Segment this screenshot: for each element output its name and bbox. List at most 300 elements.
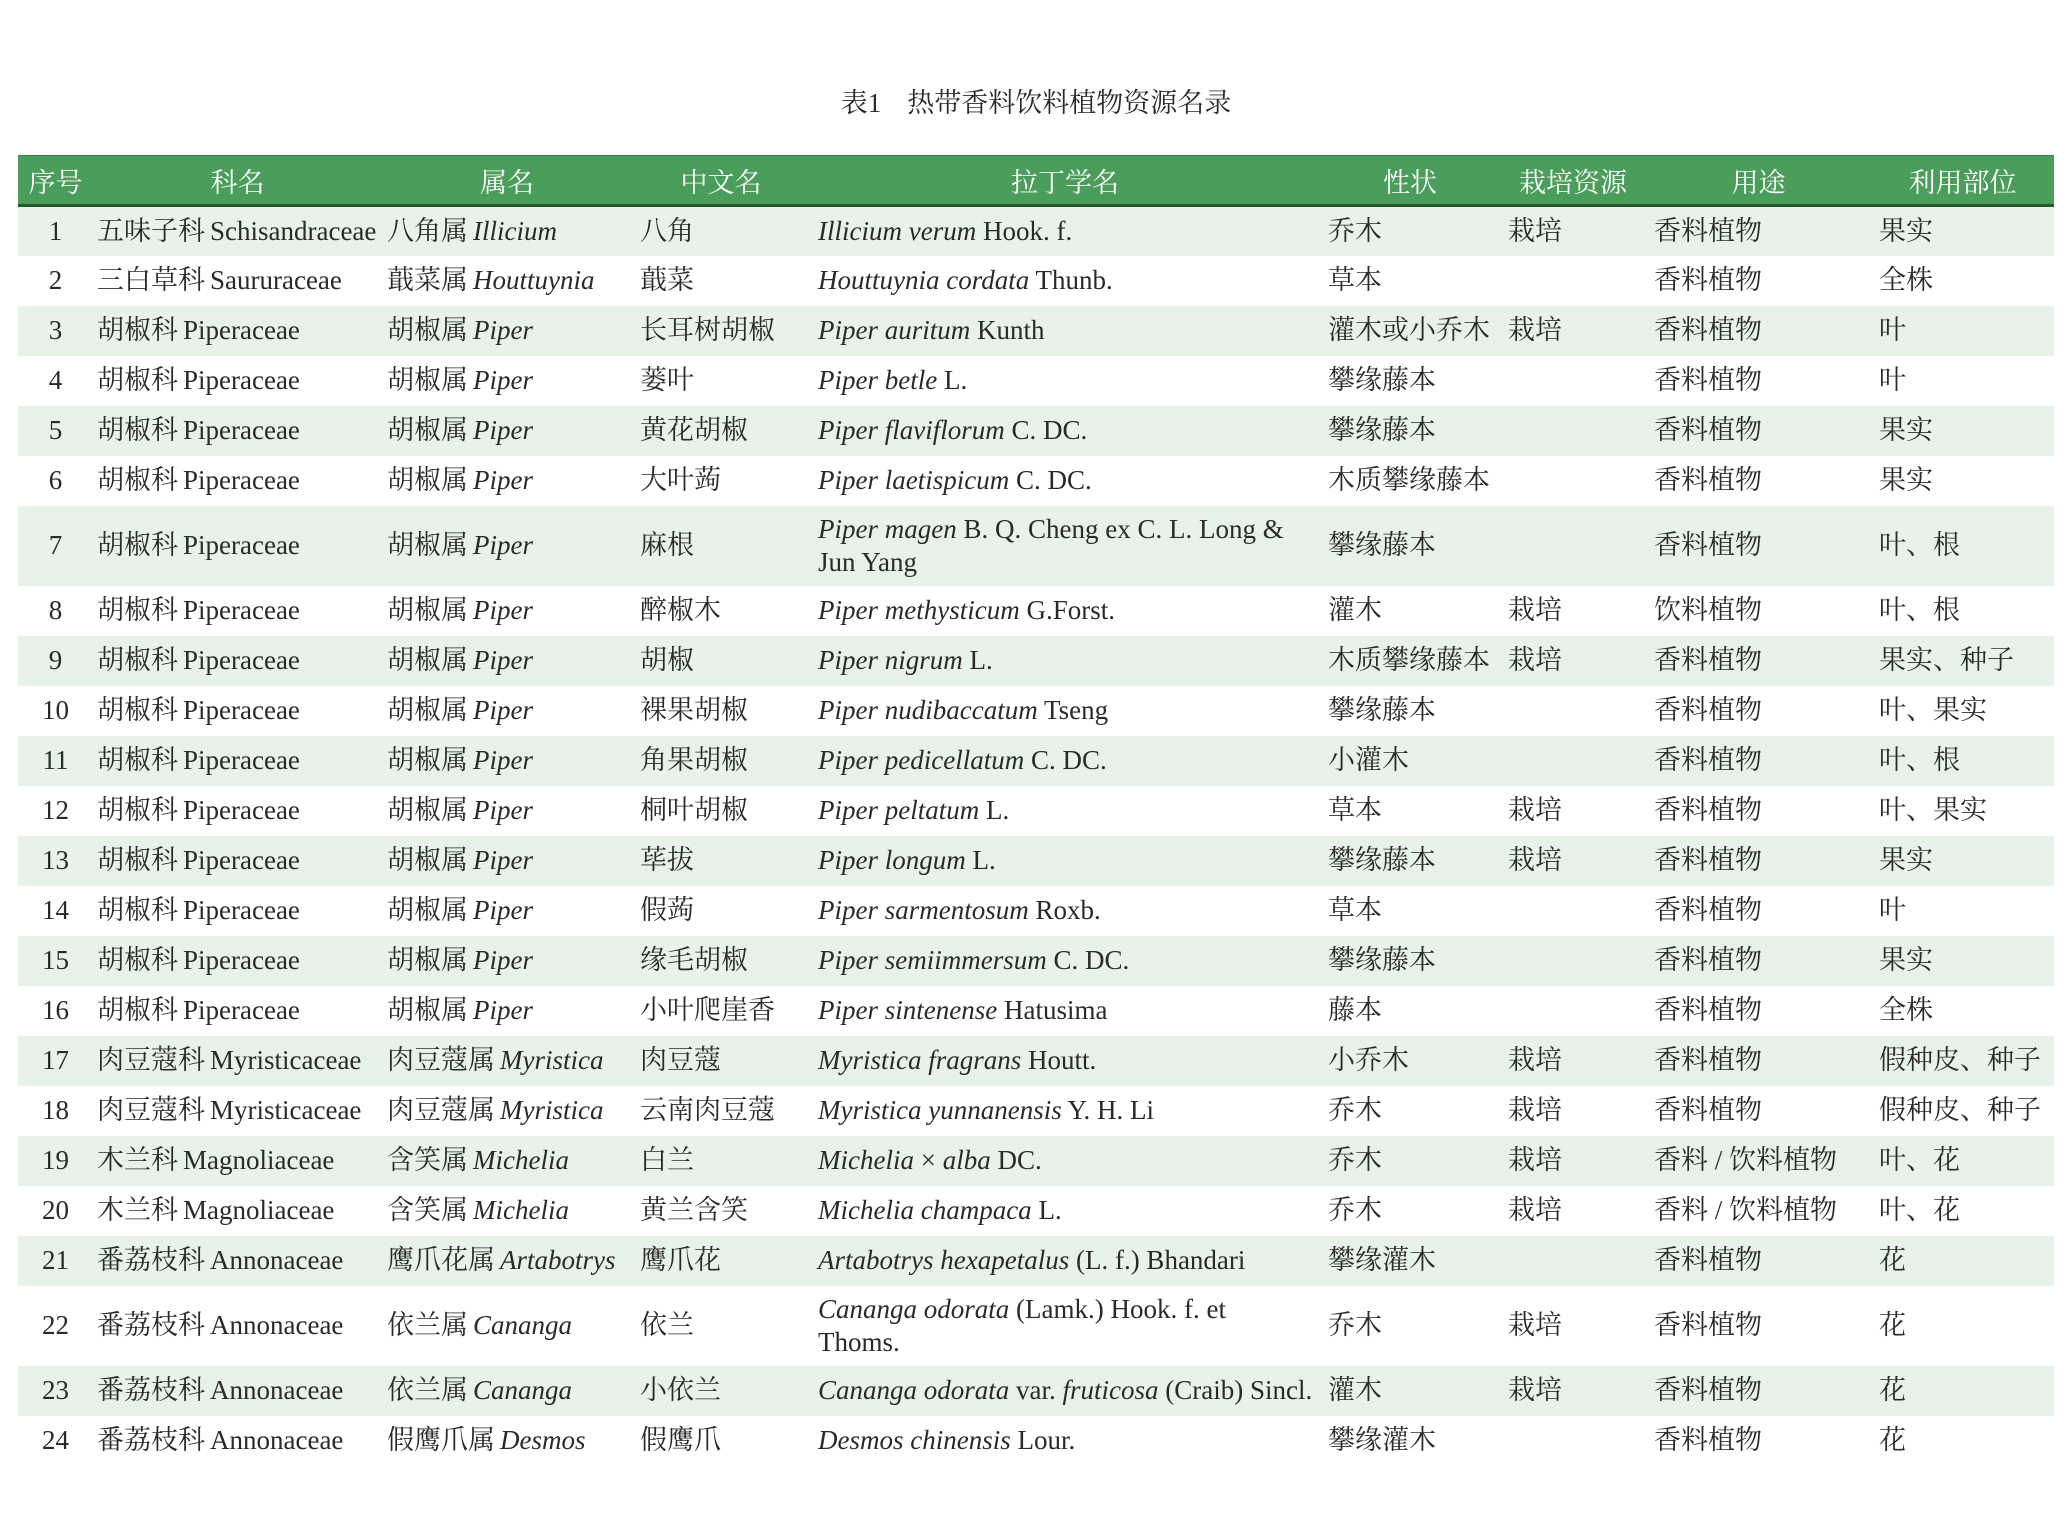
genus-chinese-name: 胡椒属: [387, 530, 468, 560]
family-latin-name: Annonaceae: [210, 1375, 344, 1405]
family-latin-name: Piperaceae: [183, 895, 300, 925]
plant-part-cell: 果实: [1879, 945, 1933, 975]
latin-name-cell: [810, 1036, 1320, 1086]
latin-name-segment: Piper flaviflorum: [818, 415, 1005, 445]
chinese-name-cell: 大叶蒟: [640, 465, 721, 495]
genus-chinese-name: 含笑属: [387, 1145, 468, 1175]
latin-name-segment: Piper betle: [818, 365, 938, 395]
family-chinese-name: 胡椒科: [97, 745, 178, 775]
latin-name-segment: Tseng: [1037, 695, 1109, 725]
family-cell: [93, 1286, 382, 1366]
table-row: [18, 636, 2054, 686]
family-chinese-name: 胡椒科: [97, 895, 178, 925]
habit-cell: 木质攀缘藤本: [1328, 645, 1490, 675]
genus-cell: [382, 1036, 632, 1086]
row-number-cell: 21: [42, 1245, 69, 1275]
latin-name-cell: [810, 686, 1320, 736]
table-caption: [18, 84, 2054, 122]
family-latin-name: Annonaceae: [210, 1245, 344, 1275]
chinese-name-cell: 云南肉豆蔻: [640, 1095, 775, 1125]
family-latin-name: Piperaceae: [183, 415, 300, 445]
genus-chinese-name: 胡椒属: [387, 415, 468, 445]
latin-name-cell: [810, 1136, 1320, 1186]
latin-name-segment: L.: [1031, 1195, 1062, 1225]
row-number-cell: 19: [42, 1145, 69, 1175]
use-cell: 香料植物: [1654, 1095, 1762, 1125]
genus-cell: [382, 636, 632, 686]
latin-name-segment: Houttuynia cordata: [818, 265, 1030, 295]
genus-latin-name: Piper: [473, 595, 533, 625]
genus-cell: [382, 1236, 632, 1286]
table-row: [18, 736, 2054, 786]
row-number-cell: 7: [48, 530, 63, 560]
family-cell: [93, 986, 382, 1036]
row-number-cell: 6: [48, 465, 63, 495]
latin-name-segment: Piper nigrum: [818, 645, 963, 675]
plant-part-cell: 花: [1879, 1245, 1906, 1275]
habit-cell: 草本: [1328, 895, 1382, 925]
family-latin-name: Annonaceae: [210, 1425, 344, 1455]
genus-latin-name: Illicium: [473, 215, 557, 246]
family-latin-name: Piperaceae: [183, 530, 300, 560]
family-chinese-name: 胡椒科: [97, 645, 178, 675]
use-cell: 香料植物: [1654, 745, 1762, 775]
latin-name-segment: Piper peltatum: [818, 795, 980, 825]
genus-cell: [382, 1416, 632, 1466]
habit-cell: 攀缘灌木: [1328, 1425, 1436, 1455]
genus-latin-name: Piper: [473, 415, 533, 445]
latin-name-segment: Y. H. Li: [1061, 1095, 1154, 1125]
use-cell: 香料植物: [1654, 645, 1762, 675]
latin-name-segment: Piper auritum: [818, 315, 971, 345]
habit-cell: 攀缘灌木: [1328, 1245, 1436, 1275]
family-latin-name: Schisandraceae: [210, 215, 377, 246]
family-cell: [93, 736, 382, 786]
family-latin-name: Magnoliaceae: [183, 1195, 335, 1225]
family-cell: [93, 356, 382, 406]
family-chinese-name: 肉豆蔻科: [97, 1095, 205, 1125]
table-row: [18, 356, 2054, 406]
plant-part-cell: 花: [1879, 1375, 1906, 1405]
chinese-name-cell: 小叶爬崖香: [640, 995, 775, 1025]
row-number-cell: 4: [48, 365, 63, 395]
habit-cell: 草本: [1328, 795, 1382, 825]
plant-part-cell: 假种皮、种子: [1879, 1045, 2041, 1075]
genus-chinese-name: 蕺菜属: [387, 265, 468, 295]
genus-latin-name: Piper: [473, 995, 533, 1025]
row-number-cell: 12: [42, 795, 69, 825]
header-chinese-name: 中文名: [632, 156, 810, 206]
latin-name-segment: Cananga odorata: [818, 1375, 1010, 1405]
use-cell: 香料植物: [1654, 1310, 1762, 1340]
genus-chinese-name: 胡椒属: [387, 895, 468, 925]
genus-latin-name: Piper: [473, 695, 533, 725]
latin-name-segment: Roxb.: [1028, 895, 1101, 925]
latin-name-segment: Hook. f.: [976, 215, 1073, 246]
table-title: 热带香料饮料植物资源名录: [907, 88, 1232, 118]
plant-part-cell: 叶、根: [1879, 530, 1960, 560]
plant-part-cell: 叶、根: [1879, 595, 1960, 625]
latin-name-segment: Michelia: [818, 1145, 914, 1175]
chinese-name-cell: 荜拔: [640, 845, 694, 875]
genus-chinese-name: 胡椒属: [387, 595, 468, 625]
plant-part-cell: 叶、根: [1879, 745, 1960, 775]
latin-name-segment: Michelia champaca: [818, 1195, 1032, 1225]
header-family: 科名: [93, 156, 382, 206]
genus-chinese-name: 肉豆蔻属: [387, 1045, 495, 1075]
family-latin-name: Annonaceae: [210, 1310, 344, 1340]
latin-name-segment: C. DC.: [1046, 945, 1130, 975]
genus-cell: [382, 456, 632, 506]
genus-cell: [382, 1086, 632, 1136]
table-row: [18, 1036, 2054, 1086]
genus-latin-name: Piper: [473, 645, 533, 675]
plant-part-cell: 花: [1879, 1310, 1906, 1340]
latin-name-segment: Piper longum: [818, 845, 966, 875]
family-latin-name: Magnoliaceae: [183, 1145, 335, 1175]
family-cell: [93, 936, 382, 986]
genus-latin-name: Piper: [473, 945, 533, 975]
genus-chinese-name: 依兰属: [387, 1375, 468, 1405]
row-number-cell: 2: [48, 265, 63, 295]
use-cell: 香料植物: [1654, 215, 1762, 246]
table-row: [18, 586, 2054, 636]
use-cell: 饮料植物: [1654, 595, 1762, 625]
family-latin-name: Piperaceae: [183, 365, 300, 395]
row-number-cell: 10: [42, 695, 69, 725]
row-number-cell: 1: [48, 215, 63, 246]
latin-name-segment: Houtt.: [1021, 1045, 1097, 1075]
table-row: [18, 1186, 2054, 1236]
cultivation-cell: [1500, 936, 1646, 986]
cultivation-cell: 栽培: [1508, 1095, 1562, 1125]
row-number-cell: 23: [42, 1375, 69, 1405]
row-number-cell: 17: [42, 1045, 69, 1075]
latin-name-segment: Cananga odorata: [818, 1293, 1010, 1324]
header-use: 用途: [1646, 156, 1871, 206]
cultivation-cell: 栽培: [1508, 1375, 1562, 1405]
latin-name-cell: [810, 736, 1320, 786]
latin-name-segment: Myristica yunnanensis: [818, 1095, 1062, 1125]
genus-latin-name: Piper: [473, 365, 533, 395]
family-latin-name: Piperaceae: [183, 645, 300, 675]
family-latin-name: Piperaceae: [183, 945, 300, 975]
plant-part-cell: 果实: [1879, 465, 1933, 495]
genus-cell: [382, 306, 632, 356]
latin-name-segment: ×: [913, 1145, 943, 1175]
table-row: [18, 256, 2054, 306]
family-cell: [93, 256, 382, 306]
family-chinese-name: 胡椒科: [97, 415, 178, 445]
table-row: [18, 456, 2054, 506]
cultivation-cell: [1500, 406, 1646, 456]
cultivation-cell: [1500, 1236, 1646, 1286]
habit-cell: 攀缘藤本: [1328, 695, 1436, 725]
genus-latin-name: Piper: [473, 530, 533, 560]
row-number-cell: 5: [48, 415, 63, 445]
chinese-name-cell: 八角: [640, 215, 694, 246]
plant-part-cell: 全株: [1879, 995, 1933, 1025]
cultivation-cell: 栽培: [1508, 315, 1562, 345]
table-row: [18, 1286, 2054, 1366]
cultivation-cell: [1500, 886, 1646, 936]
latin-name-segment: L.: [979, 795, 1010, 825]
row-number-cell: 15: [42, 945, 69, 975]
habit-cell: 攀缘藤本: [1328, 365, 1436, 395]
table-row: [18, 1136, 2054, 1186]
genus-latin-name: Piper: [473, 465, 533, 495]
use-cell: 香料植物: [1654, 465, 1762, 495]
table-row: [18, 1236, 2054, 1286]
family-cell: [93, 1136, 382, 1186]
plant-part-cell: 叶、花: [1879, 1145, 1960, 1175]
latin-name-segment: L.: [962, 645, 993, 675]
family-cell: [93, 306, 382, 356]
habit-cell: 乔木: [1328, 1095, 1382, 1125]
chinese-name-cell: 肉豆蔻: [640, 1045, 721, 1075]
latin-name-cell: [810, 1366, 1320, 1416]
row-number-cell: 11: [42, 745, 69, 775]
latin-name-segment: C. DC.: [1009, 465, 1092, 495]
genus-chinese-name: 胡椒属: [387, 365, 468, 395]
use-cell: 香料植物: [1654, 1245, 1762, 1275]
habit-cell: 灌木或小乔木: [1328, 315, 1490, 345]
latin-name-segment: Piper magen: [818, 513, 957, 544]
chinese-name-cell: 缘毛胡椒: [640, 945, 748, 975]
cultivation-cell: 栽培: [1508, 215, 1562, 246]
use-cell: 香料植物: [1654, 415, 1762, 445]
genus-cell: [382, 206, 632, 256]
chinese-name-cell: 依兰: [640, 1310, 694, 1340]
cultivation-cell: 栽培: [1508, 1045, 1562, 1075]
genus-cell: [382, 686, 632, 736]
family-chinese-name: 番荔枝科: [97, 1375, 205, 1405]
plant-part-cell: 果实、种子: [1879, 645, 2014, 675]
latin-name-segment: Thunb.: [1029, 265, 1113, 295]
latin-name-segment: Piper pedicellatum: [818, 745, 1025, 775]
habit-cell: 攀缘藤本: [1328, 415, 1436, 445]
cultivation-cell: 栽培: [1508, 1145, 1562, 1175]
genus-cell: [382, 986, 632, 1036]
latin-name-segment: L.: [937, 365, 968, 395]
chinese-name-cell: 桐叶胡椒: [640, 795, 748, 825]
latin-name-cell: [810, 986, 1320, 1036]
family-latin-name: Piperaceae: [183, 995, 300, 1025]
family-cell: [93, 406, 382, 456]
row-number-cell: 13: [42, 845, 69, 875]
genus-cell: [382, 356, 632, 406]
cultivation-cell: 栽培: [1508, 1195, 1562, 1225]
row-number-cell: 9: [48, 645, 63, 675]
family-cell: [93, 1366, 382, 1416]
family-cell: [93, 1186, 382, 1236]
family-chinese-name: 胡椒科: [97, 365, 178, 395]
plant-part-cell: 全株: [1879, 265, 1933, 295]
genus-chinese-name: 胡椒属: [387, 845, 468, 875]
chinese-name-cell: 黄花胡椒: [640, 415, 748, 445]
family-latin-name: Myristicaceae: [210, 1045, 362, 1075]
table-row: [18, 986, 2054, 1036]
family-chinese-name: 胡椒科: [97, 530, 178, 560]
latin-name-segment: Piper nudibaccatum: [818, 695, 1038, 725]
table-row: [18, 886, 2054, 936]
family-cell: [93, 886, 382, 936]
latin-name-segment: C. DC.: [1024, 745, 1107, 775]
genus-chinese-name: 肉豆蔻属: [387, 1095, 495, 1125]
genus-chinese-name: 鹰爪花属: [387, 1245, 495, 1275]
habit-cell: 乔木: [1328, 215, 1382, 246]
row-number-cell: 22: [42, 1310, 69, 1340]
latin-name-cell: [810, 1086, 1320, 1136]
genus-latin-name: Michelia: [473, 1145, 569, 1175]
row-number-cell: 3: [48, 315, 63, 345]
latin-name-cell: [810, 206, 1320, 256]
table-row: [18, 1416, 2054, 1466]
genus-cell: [382, 736, 632, 786]
genus-latin-name: Cananga: [473, 1375, 573, 1405]
header-row: [18, 156, 2054, 206]
latin-name-cell: [810, 936, 1320, 986]
genus-chinese-name: 胡椒属: [387, 745, 468, 775]
latin-name-cell: [810, 506, 1320, 586]
latin-name-segment: G.Forst.: [1019, 595, 1115, 625]
latin-name-cell: [810, 786, 1320, 836]
chinese-name-cell: 白兰: [640, 1145, 694, 1175]
latin-name-segment: alba: [942, 1145, 991, 1175]
habit-cell: 藤本: [1328, 995, 1382, 1025]
genus-cell: [382, 786, 632, 836]
latin-name-cell: [810, 1416, 1320, 1466]
genus-chinese-name: 八角属: [387, 215, 468, 246]
genus-cell: [382, 1136, 632, 1186]
habit-cell: 草本: [1328, 265, 1382, 295]
use-cell: 香料植物: [1654, 315, 1762, 345]
latin-name-segment: Lour.: [1010, 1425, 1076, 1455]
family-chinese-name: 番荔枝科: [97, 1245, 205, 1275]
family-chinese-name: 胡椒科: [97, 695, 178, 725]
use-cell: 香料植物: [1654, 1045, 1762, 1075]
chinese-name-cell: 假鹰爪: [640, 1425, 721, 1455]
genus-latin-name: Piper: [473, 315, 533, 345]
cultivation-cell: [1500, 736, 1646, 786]
row-number-cell: 18: [42, 1095, 69, 1125]
latin-name-cell: [810, 886, 1320, 936]
table-row: [18, 406, 2054, 456]
habit-cell: 乔木: [1328, 1145, 1382, 1175]
latin-name-segment: B. Q. Cheng ex C. L. Long & Jun Yang: [818, 513, 1284, 577]
genus-chinese-name: 含笑属: [387, 1195, 468, 1225]
chinese-name-cell: 假蒟: [640, 895, 694, 925]
latin-name-cell: [810, 406, 1320, 456]
plant-part-cell: 叶、果实: [1879, 695, 1987, 725]
family-chinese-name: 胡椒科: [97, 945, 178, 975]
habit-cell: 乔木: [1328, 1310, 1382, 1340]
family-chinese-name: 胡椒科: [97, 795, 178, 825]
latin-name-segment: Hatusima: [997, 995, 1108, 1025]
chinese-name-cell: 麻根: [640, 530, 694, 560]
cultivation-cell: 栽培: [1508, 795, 1562, 825]
cultivation-cell: [1500, 356, 1646, 406]
family-chinese-name: 五味子科: [97, 215, 205, 246]
family-latin-name: Piperaceae: [183, 315, 300, 345]
latin-name-segment: Artabotrys hexapetalus: [818, 1245, 1070, 1275]
genus-latin-name: Myristica: [500, 1095, 604, 1125]
chinese-name-cell: 蒌叶: [640, 365, 694, 395]
cultivation-cell: [1500, 256, 1646, 306]
cultivation-cell: [1500, 686, 1646, 736]
family-chinese-name: 木兰科: [97, 1195, 178, 1225]
header-habit: 性状: [1320, 156, 1500, 206]
plant-part-cell: 果实: [1879, 845, 1933, 875]
family-cell: [93, 206, 382, 256]
genus-latin-name: Piper: [473, 895, 533, 925]
genus-cell: [382, 406, 632, 456]
latin-name-segment: (Craib) Sincl.: [1158, 1375, 1313, 1405]
habit-cell: 攀缘藤本: [1328, 845, 1436, 875]
latin-name-cell: [810, 586, 1320, 636]
genus-cell: [382, 256, 632, 306]
latin-name-segment: Piper sarmentosum: [818, 895, 1029, 925]
chinese-name-cell: 黄兰含笑: [640, 1195, 748, 1225]
family-cell: [93, 1036, 382, 1086]
family-chinese-name: 三白草科: [97, 265, 205, 295]
plant-part-cell: 叶: [1879, 365, 1906, 395]
latin-name-cell: [810, 636, 1320, 686]
family-chinese-name: 木兰科: [97, 1145, 178, 1175]
latin-name-segment: Desmos chinensis: [818, 1425, 1011, 1455]
family-chinese-name: 胡椒科: [97, 315, 178, 345]
genus-cell: [382, 886, 632, 936]
habit-cell: 攀缘藤本: [1328, 530, 1436, 560]
genus-latin-name: Cananga: [473, 1310, 573, 1340]
use-cell: 香料植物: [1654, 695, 1762, 725]
row-number-cell: 20: [42, 1195, 69, 1225]
row-number-cell: 8: [48, 595, 63, 625]
header-serial-number: 序号: [18, 156, 93, 206]
family-chinese-name: 番荔枝科: [97, 1310, 205, 1340]
family-cell: [93, 636, 382, 686]
family-latin-name: Piperaceae: [183, 695, 300, 725]
habit-cell: 灌木: [1328, 595, 1382, 625]
latin-name-segment: DC.: [990, 1145, 1042, 1175]
cultivation-cell: 栽培: [1508, 845, 1562, 875]
genus-latin-name: Piper: [473, 845, 533, 875]
cultivation-cell: 栽培: [1508, 645, 1562, 675]
latin-name-cell: [810, 456, 1320, 506]
table-row: [18, 836, 2054, 886]
family-cell: [93, 506, 382, 586]
latin-name-segment: Kunth: [970, 315, 1045, 345]
latin-name-cell: [810, 1286, 1320, 1366]
genus-latin-name: Myristica: [500, 1045, 604, 1075]
family-cell: [93, 686, 382, 736]
header-plant-part: 利用部位: [1871, 156, 2054, 206]
habit-cell: 灌木: [1328, 1375, 1382, 1405]
genus-chinese-name: 胡椒属: [387, 315, 468, 345]
chinese-name-cell: 蕺菜: [640, 265, 694, 295]
use-cell: 香料植物: [1654, 895, 1762, 925]
genus-cell: [382, 1366, 632, 1416]
latin-name-segment: Piper methysticum: [818, 595, 1020, 625]
family-cell: [93, 786, 382, 836]
chinese-name-cell: 小依兰: [640, 1375, 721, 1405]
use-cell: 香料植物: [1654, 795, 1762, 825]
family-chinese-name: 肉豆蔻科: [97, 1045, 205, 1075]
family-latin-name: Piperaceae: [183, 465, 300, 495]
habit-cell: 小灌木: [1328, 745, 1409, 775]
family-latin-name: Piperaceae: [183, 595, 300, 625]
table-row: [18, 206, 2054, 256]
